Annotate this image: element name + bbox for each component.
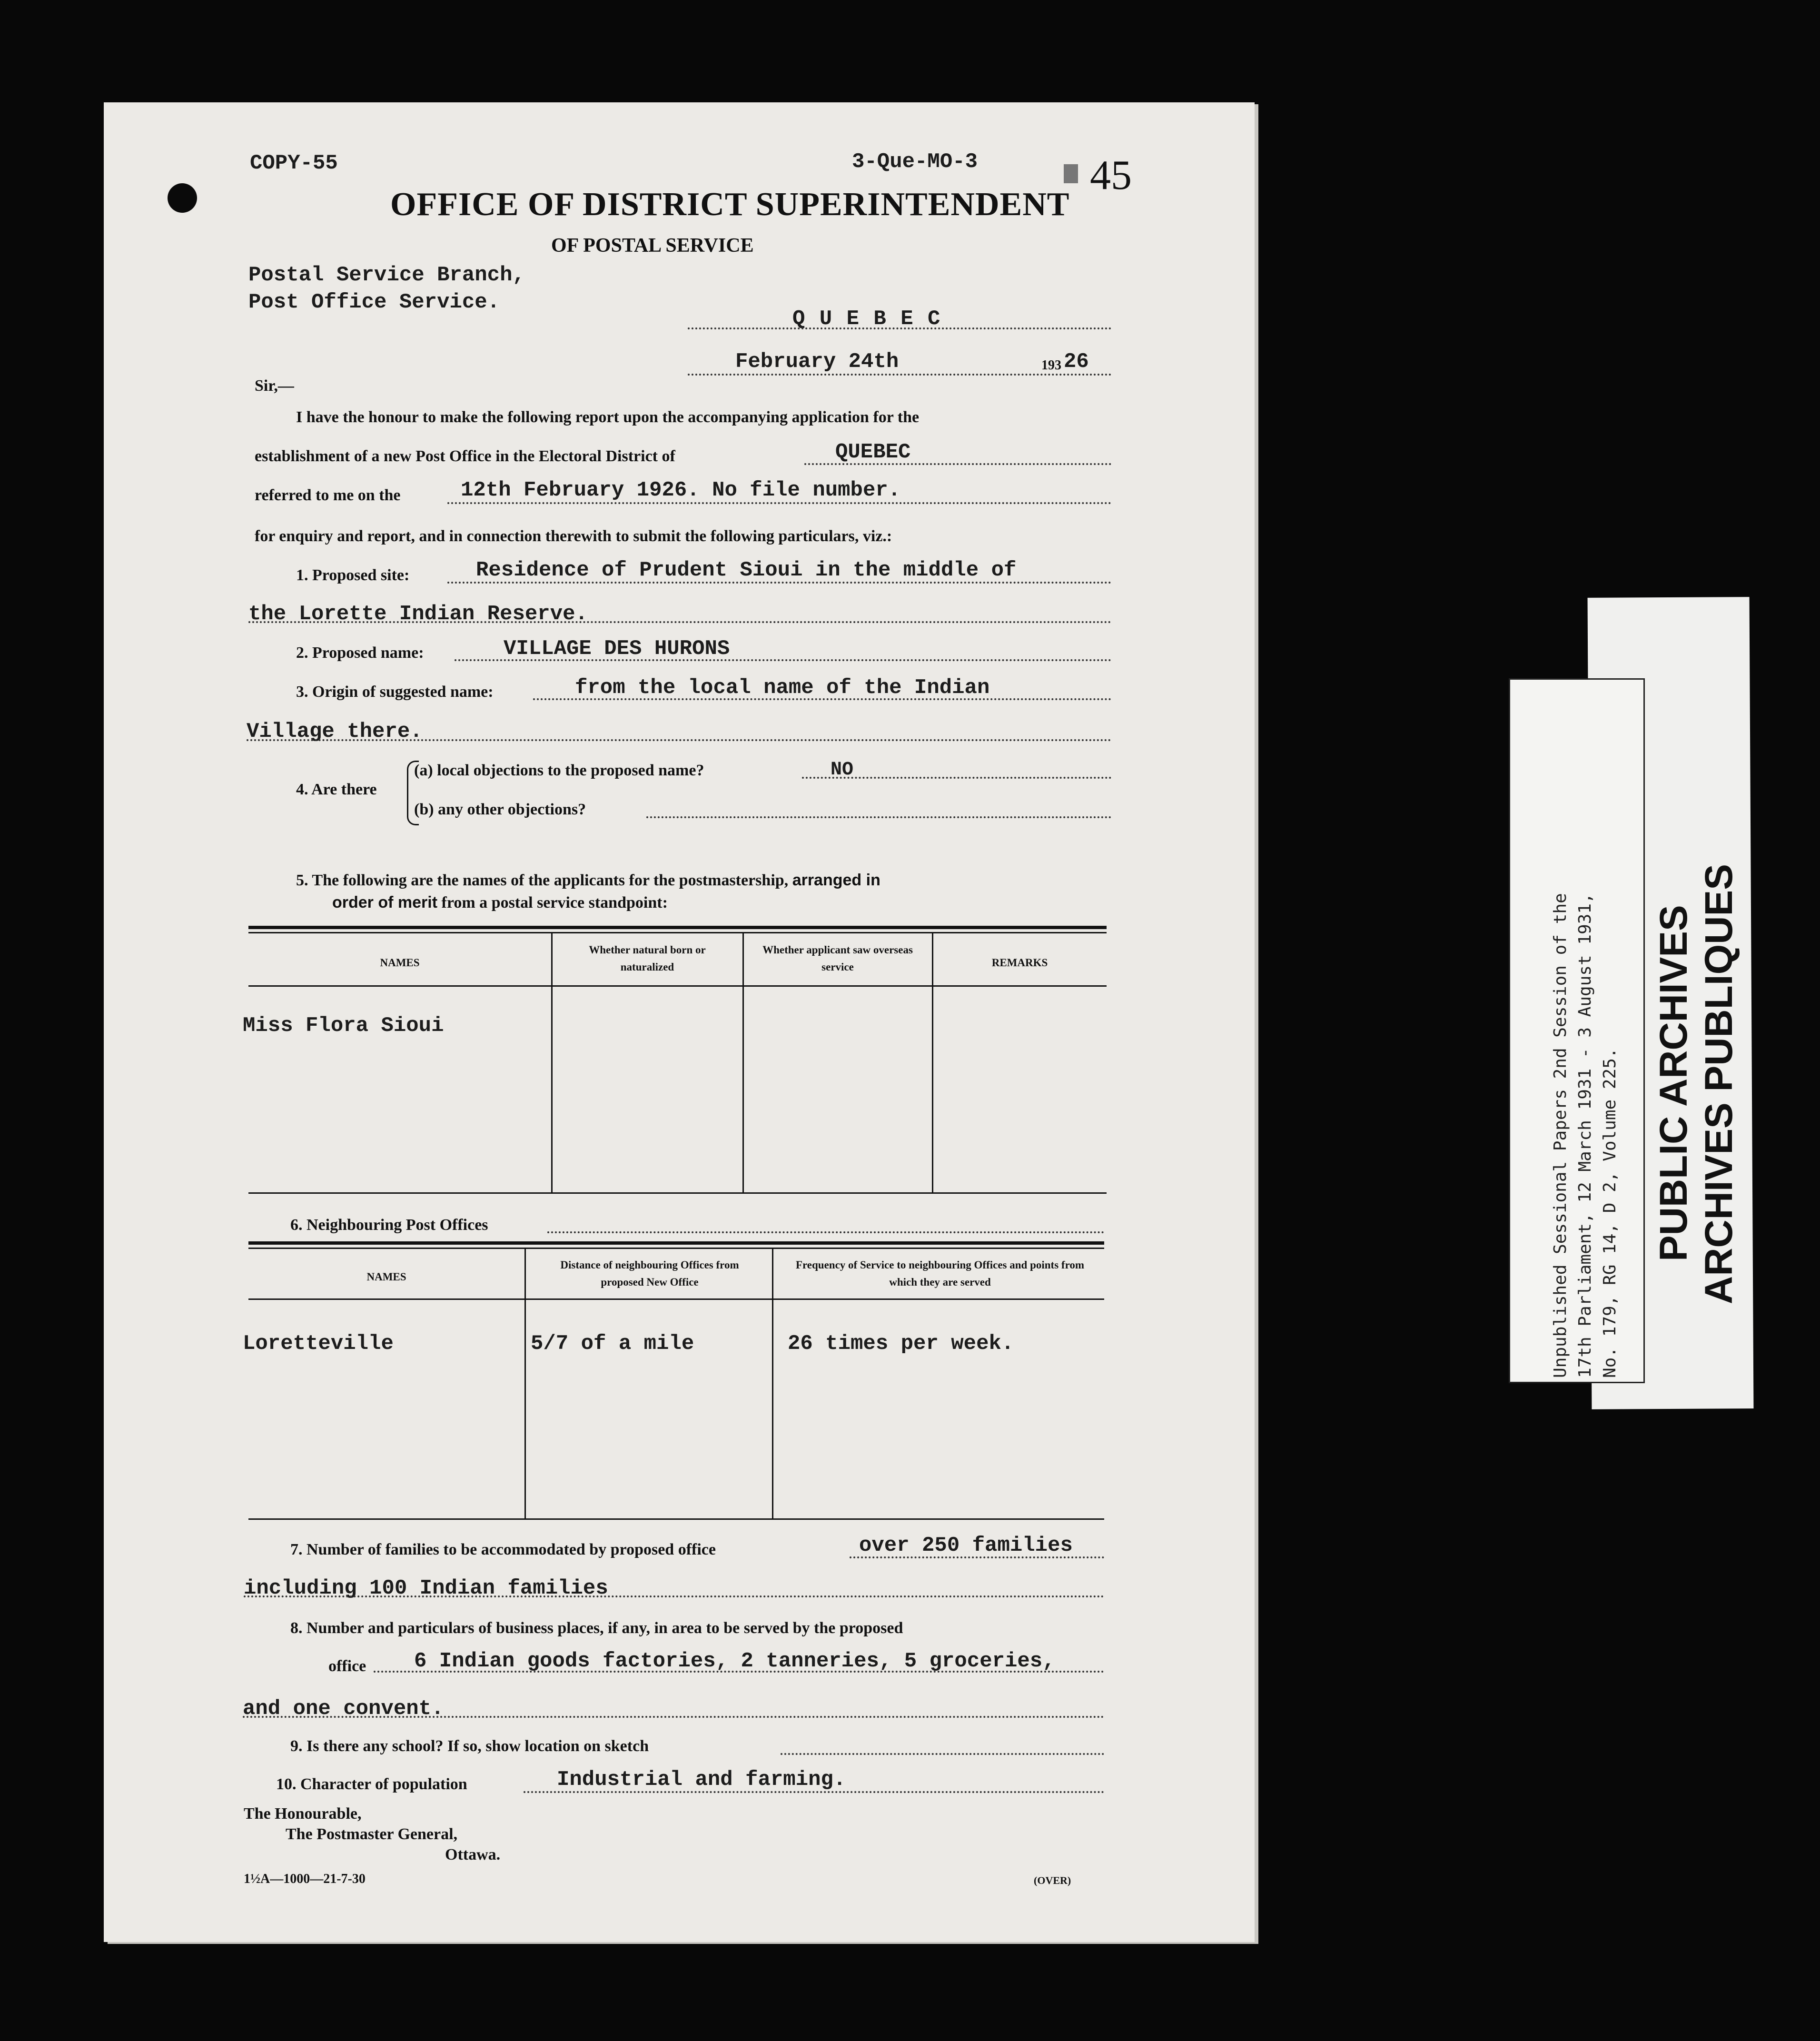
q10-label: 10. Character of population: [276, 1775, 467, 1793]
offices-col-frequency: Frequency of Service to neighbouring Offices and points from which they are served: [795, 1259, 1085, 1288]
q2-label: 2. Proposed name:: [296, 644, 424, 662]
archive-ref-line-1: Unpublished Sessional Papers 2nd Session of the: [1551, 893, 1570, 1378]
q2-answer: VILLAGE DES HURONS: [504, 637, 730, 661]
over-marker: (OVER): [1034, 1874, 1071, 1886]
salutation: Sir,—: [255, 377, 294, 395]
q6-label: 6. Neighbouring Post Offices: [290, 1216, 488, 1234]
referred-field: 12th February 1926. No file number.: [461, 478, 901, 502]
place-field: Q U E B E C: [792, 307, 941, 331]
closing-line-3: Ottawa.: [445, 1846, 501, 1863]
branch-line-2: Post Office Service.: [248, 290, 500, 314]
office-name: Loretteville: [243, 1332, 394, 1356]
q7-answer-1: over 250 families: [859, 1534, 1073, 1557]
archive-ref-line-3: No. 179, RG 14, D 2, Volume 225.: [1600, 1048, 1620, 1378]
applicants-col-overseas: Whether applicant saw overseas service: [762, 944, 913, 973]
q9-label: 9. Is there any school? If so, show location on sketch: [290, 1737, 649, 1755]
stamp-mark: [1064, 164, 1078, 183]
intro-line-1: I have the honour to make the following report upon the accompanying application for the: [296, 408, 920, 426]
applicant-name: Miss Flora Sioui: [243, 1014, 444, 1038]
applicants-col-names: NAMES: [380, 957, 420, 969]
q7-label: 7. Number of families to be accommodated by proposed office: [290, 1541, 716, 1558]
branch-line-1: Postal Service Branch,: [248, 263, 525, 287]
q5-text-2: order of merit from a postal service standpoint:: [332, 893, 668, 912]
intro-line-3: referred to me on the: [255, 486, 401, 504]
applicants-col-remarks: REMARKS: [991, 957, 1048, 969]
district-field: QUEBEC: [835, 440, 911, 464]
closing-line-1: The Honourable,: [244, 1805, 362, 1823]
q8-answer-2: and one convent.: [243, 1697, 444, 1721]
copy-number: COPY-55: [250, 151, 338, 175]
applicants-col-natural: Whether natural born or naturalized: [589, 944, 706, 973]
q4-label: 4. Are there: [296, 781, 377, 798]
year-prefix: 193: [1041, 358, 1061, 373]
intro-line-4: for enquiry and report, and in connection therewith to submit the following particulars, viz.:: [255, 527, 892, 545]
q1-answer-1: Residence of Prudent Sioui in the middle of: [476, 558, 1017, 582]
page-subtitle: OF POSTAL SERVICE: [551, 235, 754, 257]
archive-stamp-french: ARCHIVES PUBLIQUES: [1697, 864, 1741, 1304]
archive-ref-line-2: 17th Parliament, 12 March 1931 - 3 August 1931,: [1575, 893, 1595, 1378]
date-field: February 24th: [735, 350, 899, 374]
q1-label: 1. Proposed site:: [296, 566, 410, 584]
q7-answer-2: including 100 Indian families: [244, 1576, 608, 1600]
q3-answer-2: Village there.: [247, 720, 423, 743]
intro-line-2: establishment of a new Post Office in the Electoral District of: [255, 447, 675, 465]
q8-label: 8. Number and particulars of business places, if any, in area to be served by the proposed: [290, 1619, 903, 1637]
page-title: OFFICE OF DISTRICT SUPERINTENDENT: [390, 186, 1070, 223]
closing-line-2: The Postmaster General,: [286, 1825, 458, 1843]
q3-label: 3. Origin of suggested name:: [296, 683, 494, 701]
offices-col-names: NAMES: [366, 1271, 406, 1283]
punch-hole: [168, 183, 197, 213]
office-distance: 5/7 of a mile: [531, 1332, 694, 1356]
offices-col-distance: Distance of neighbouring Offices from proposed New Office: [560, 1259, 739, 1288]
year-suffix: 26: [1064, 350, 1089, 374]
form-code: 1½A—1000—21-7-30: [244, 1872, 366, 1886]
page-number: 45: [1090, 152, 1132, 198]
q3-answer-1: from the local name of the Indian: [575, 676, 990, 700]
q5-text-1: 5. The following are the names of the applicants for the postmastership, arranged in: [296, 871, 880, 889]
q4a-answer: NO: [831, 759, 854, 781]
office-frequency: 26 times per week.: [788, 1332, 1014, 1356]
q4b-label: (b) any other objections?: [414, 801, 586, 818]
q4a-label: (a) local objections to the proposed name?: [414, 762, 704, 779]
q1-answer-2: the Lorette Indian Reserve.: [248, 602, 588, 626]
archive-stamp-english: PUBLIC ARCHIVES: [1652, 905, 1695, 1261]
q8-label-office: office: [328, 1657, 366, 1675]
q10-answer: Industrial and farming.: [557, 1768, 846, 1792]
file-reference: 3-Que-MO-3: [852, 150, 978, 174]
q8-answer-1: 6 Indian goods factories, 2 tanneries, 5 groceries,: [414, 1649, 1055, 1673]
